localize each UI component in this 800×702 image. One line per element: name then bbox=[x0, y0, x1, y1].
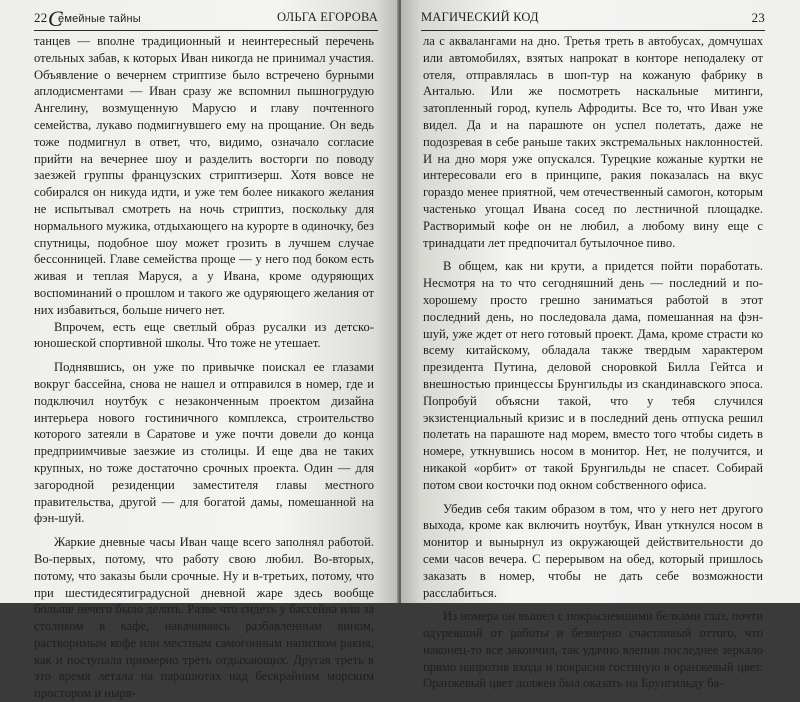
left-header-rule bbox=[34, 30, 378, 31]
series-title bbox=[48, 6, 141, 31]
paragraph: ла с аквалангами на дно. Третья треть в автобусах, домчушах или автомобилях, взятых напрокат в конторе неподалеку от отеля, отправлялась в шоп-тур на кожаную фабрику в Анталью. Или же посмотреть наскальные митинги, затопленный город, купель Афродиты. Все то, что Иван уже видел. Да и на парашюте он успел полетать, даже не подозревая в себе раньше таких экстремальных наклонностей. И на дно моря уже опускался. Турецкие кожаные куртки не интересовали его в принципе, ракия показалась на вкус гораздо менее приятной, чем отечественный самогон, которым частенько угощал Ивана сосед по лестничной площадке. Растворимый кофе он не любил, а любому вину еще с тринадцати лет предпочитал бутылочное пиво. bbox=[423, 34, 763, 250]
running-title: МАГИЧЕСКИЙ КОД bbox=[421, 10, 539, 24]
right-body-text bbox=[423, 33, 763, 692]
series-title-initial: С bbox=[48, 6, 63, 31]
paragraph: Жаркие дневные часы Иван чаще всего заполнял работой. Во-первых, потому, что работу свою любил. Во-вторых, потому, что заказы были срочные. Ну и в-третьих, потому, что при шестидесятиградусной дневной жаре здесь вообще больше нечего было делать. Разве что сидеть у бассейна или за столиком в кафе, накачиваясь разбавленным вином, растворимым кофе или местным самогонным напитком ракия, как и поступала примерно треть отдыхающих. Другая треть в это время летала на парашютах над бескрайним морским простором и ныря- bbox=[34, 535, 374, 701]
paragraph: танцев — вполне традиционный и неинтересный перечень отельных забав, к которых Иван никогда не принимал участия. Объявление о вечернем стриптизе было встречено бурными аплодисментами — Иван сразу же вспомнил пышногрудую Ангелину, возмущенную Марусю и главу почтенного семейства, лукаво подмигнувшего ему на прощание. Он ведь тоже подмигнул в ответ, что, видимо, означало согласие прийти на вечернее шоу и разделить восторги по поводу заезжей группы французских стриптизерш. Хотя вовсе не собирался он никуда идти, и уже тем более никакого желания не испытывал смотреть на ночь стриптиз, поскольку для нормального мужика, отдыхающего на курорте в одиночку, без спутницы, подобное шоу может грозить в лучшем случае бессонницей. Главе семейства проще — у него под боком есть живая и теплая Маруся, а у Ивана, кроме одуряющих воспоминаний о прошлом и такого же одуряющего желания от них избавиться, больше ничего нет. bbox=[34, 34, 374, 317]
author-name: ОЛЬГА ЕГОРОВА bbox=[277, 10, 378, 24]
paragraph: Впрочем, есть еще светлый образ русалки из детско-юношеской спортивной школы. Что тоже не утешает. bbox=[34, 319, 374, 351]
right-page-number: 23 bbox=[751, 10, 765, 25]
right-header-rule bbox=[421, 30, 765, 31]
paragraph: В общем, как ни крути, а придется пойти поработать. Несмотря на то что сегодняшний день — последний и по-хорошему просто грешно заниматься работой в этот последний день, но последовала дама, помешанная на фэн-шуй, уже ждет от него готовый проект. Дама, кроме страсти ко всему китайскому, обладала также твердым характером президента Путина, деловой сноровкой Билла Гейтса и внешностью принцессы Брунгильды из скандинавского эпоса. Попробуй объясни такой, что у тебя случился экзистенциальный кризис и в последний день отпуска решил полетать на парашюте над морем, вместо того чтобы сидеть в номере, уткнувшись носом в монитор. Нет, не получится, и никакой «орбит» от такой Брунгильды не спасет. Собирай потом свои косточки под окном собственного офиса. bbox=[423, 259, 763, 492]
paragraph: Из номера он вышел с покрасневшими белками глаз, почти одуревший от работы и безмерно счастливый оттого, что наконец-то все закончил, так удачно влепив последнее зеркало прямо напротив входа и покрасив гостиную в оранжевый цвет. Оранжевый цвет должен был оказать на Брунгильду ба- bbox=[423, 609, 763, 691]
series-title-rest: емейные тайны bbox=[58, 13, 141, 25]
paragraph: Поднявшись, он уже по привычке поискал ее глазами вокруг бассейна, снова не нашел и отправился в номер, где и подключил ноутбук с незаконченным проектом дизайна интерьера нового гостиничного комплекса, строительство которого затеяли в Саратове и уже почти довели до конца предприимчивые заезжие из столицы. И еще два не таких крупных, но тоже достаточно срочных проекта. Один — для загородной резиденции заместителя главы местного правительства, другой — для богатой дамы, помешанной на фэн-шуй. bbox=[34, 360, 374, 526]
right-page bbox=[401, 0, 800, 691]
right-running-head bbox=[421, 10, 765, 34]
left-body-text bbox=[34, 33, 374, 702]
left-page-number: 22 bbox=[34, 10, 48, 25]
paragraph: Убедив себя таким образом в том, что у него нет другого выхода, кроме как включить ноутбук, Иван уткнулся носом в монитор и вынырнул из окружающей действительности до семи часов вечера. С перерывом на обед, который пришлось заказать в номер, чтобы не дать себе возможности расслабиться. bbox=[423, 501, 763, 600]
left-page bbox=[0, 0, 399, 701]
left-running-head bbox=[34, 6, 378, 34]
